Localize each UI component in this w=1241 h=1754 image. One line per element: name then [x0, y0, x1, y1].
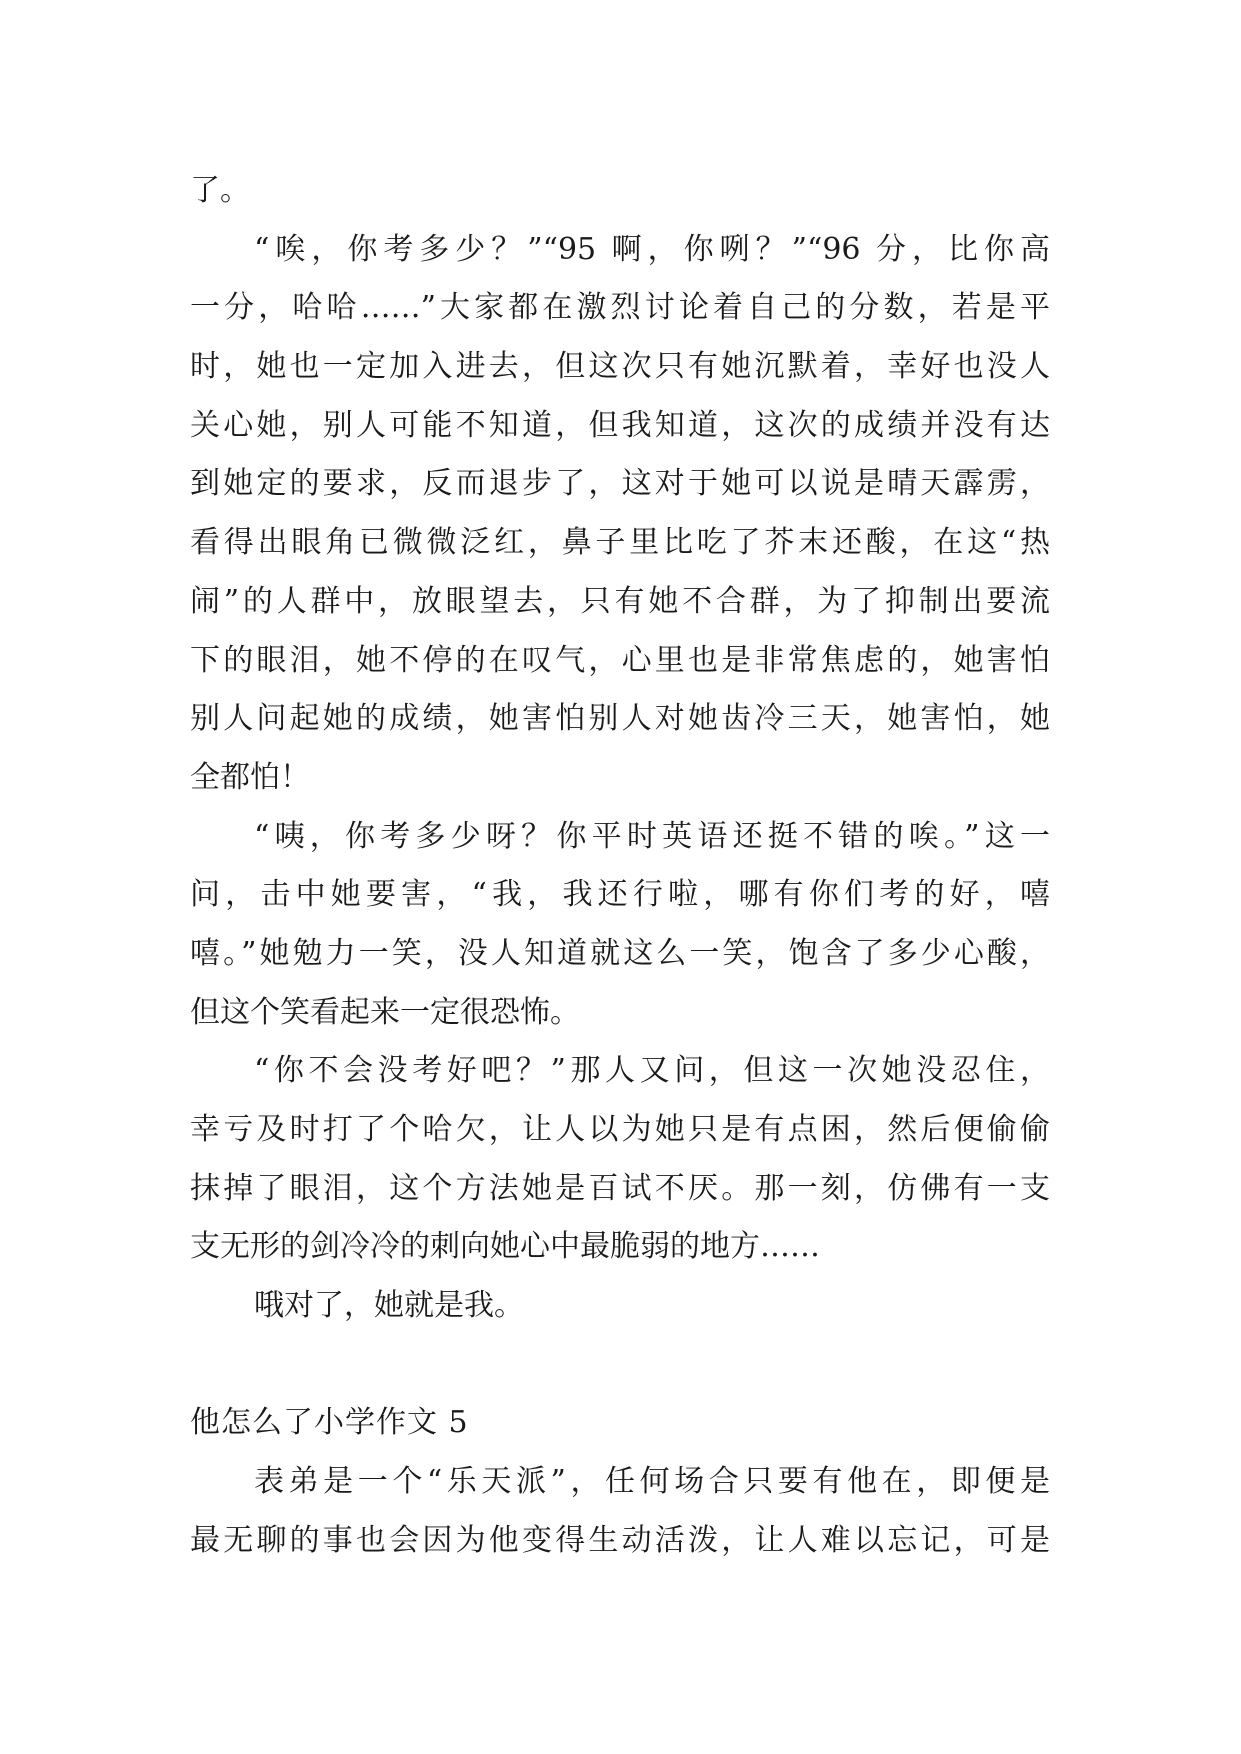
text-line: 别人问起她的成绩，她害怕别人对她齿冷三天，她害怕，她 — [190, 701, 1050, 737]
text-line: 哦对了，她就是我。 — [254, 1288, 524, 1324]
text-line: 表弟是一个“乐天派”，任何场合只要有他在，即便是 — [254, 1464, 1050, 1500]
text-line: “你不会没考好吧？”那人又问，但这一次她没忍住， — [254, 1053, 1050, 1089]
text-line: 到她定的要求，反而退步了，这对于她可以说是晴天霹雳， — [190, 466, 1050, 502]
text-line: “咦，你考多少呀？你平时英语还挺不错的唉。”这一 — [254, 818, 1050, 854]
text-line: 了。 — [190, 173, 250, 208]
text-line: 幸亏及时打了个哈欠，让人以为她只是有点困，然后便偷偷 — [190, 1112, 1050, 1147]
text-line: 关心她，别人可能不知道，但我知道，这次的成绩并没有达 — [190, 407, 1050, 443]
text-line: 一分，哈哈……”大家都在激烈讨论着自己的分数，若是平 — [190, 290, 1050, 326]
document-body — [190, 162, 1050, 1571]
paragraph-gap — [190, 1336, 1050, 1395]
section-heading: 他怎么了小学作文 5 — [190, 1405, 469, 1441]
text-line: “唉，你考多少？”“95 啊，你咧？”“96 分，比你高 — [254, 231, 1050, 267]
text-line: 但这个笑看起来一定很恐怖。 — [190, 994, 580, 1030]
text-line: 看得出眼角已微微泛红，鼻子里比吃了芥末还酸，在这“热 — [190, 525, 1050, 561]
text-line: 问，击中她要害，“我，我还行啦，哪有你们考的好，嘻 — [190, 877, 1050, 913]
text-line: 时，她也一定加入进去，但这次只有她沉默着，幸好也没人 — [190, 349, 1050, 385]
text-line: 闹”的人群中，放眼望去，只有她不合群，为了抑制出要流 — [190, 583, 1050, 619]
text-line: 最无聊的事也会因为他变得生动活泼，让人难以忘记，可是 — [190, 1522, 1050, 1558]
text-line: 抹掉了眼泪，这个方法她是百试不厌。那一刻，仿佛有一支 — [190, 1170, 1050, 1206]
text-line: 全都怕！ — [190, 759, 310, 795]
text-line: 支无形的剑冷冷的刺向她心中最脆弱的地方…… — [190, 1229, 820, 1265]
text-line: 下的眼泪，她不停的在叹气，心里也是非常焦虑的，她害怕 — [190, 642, 1050, 678]
text-line: 嘻。”她勉力一笑，没人知道就这么一笑，饱含了多少心酸， — [190, 935, 1050, 971]
